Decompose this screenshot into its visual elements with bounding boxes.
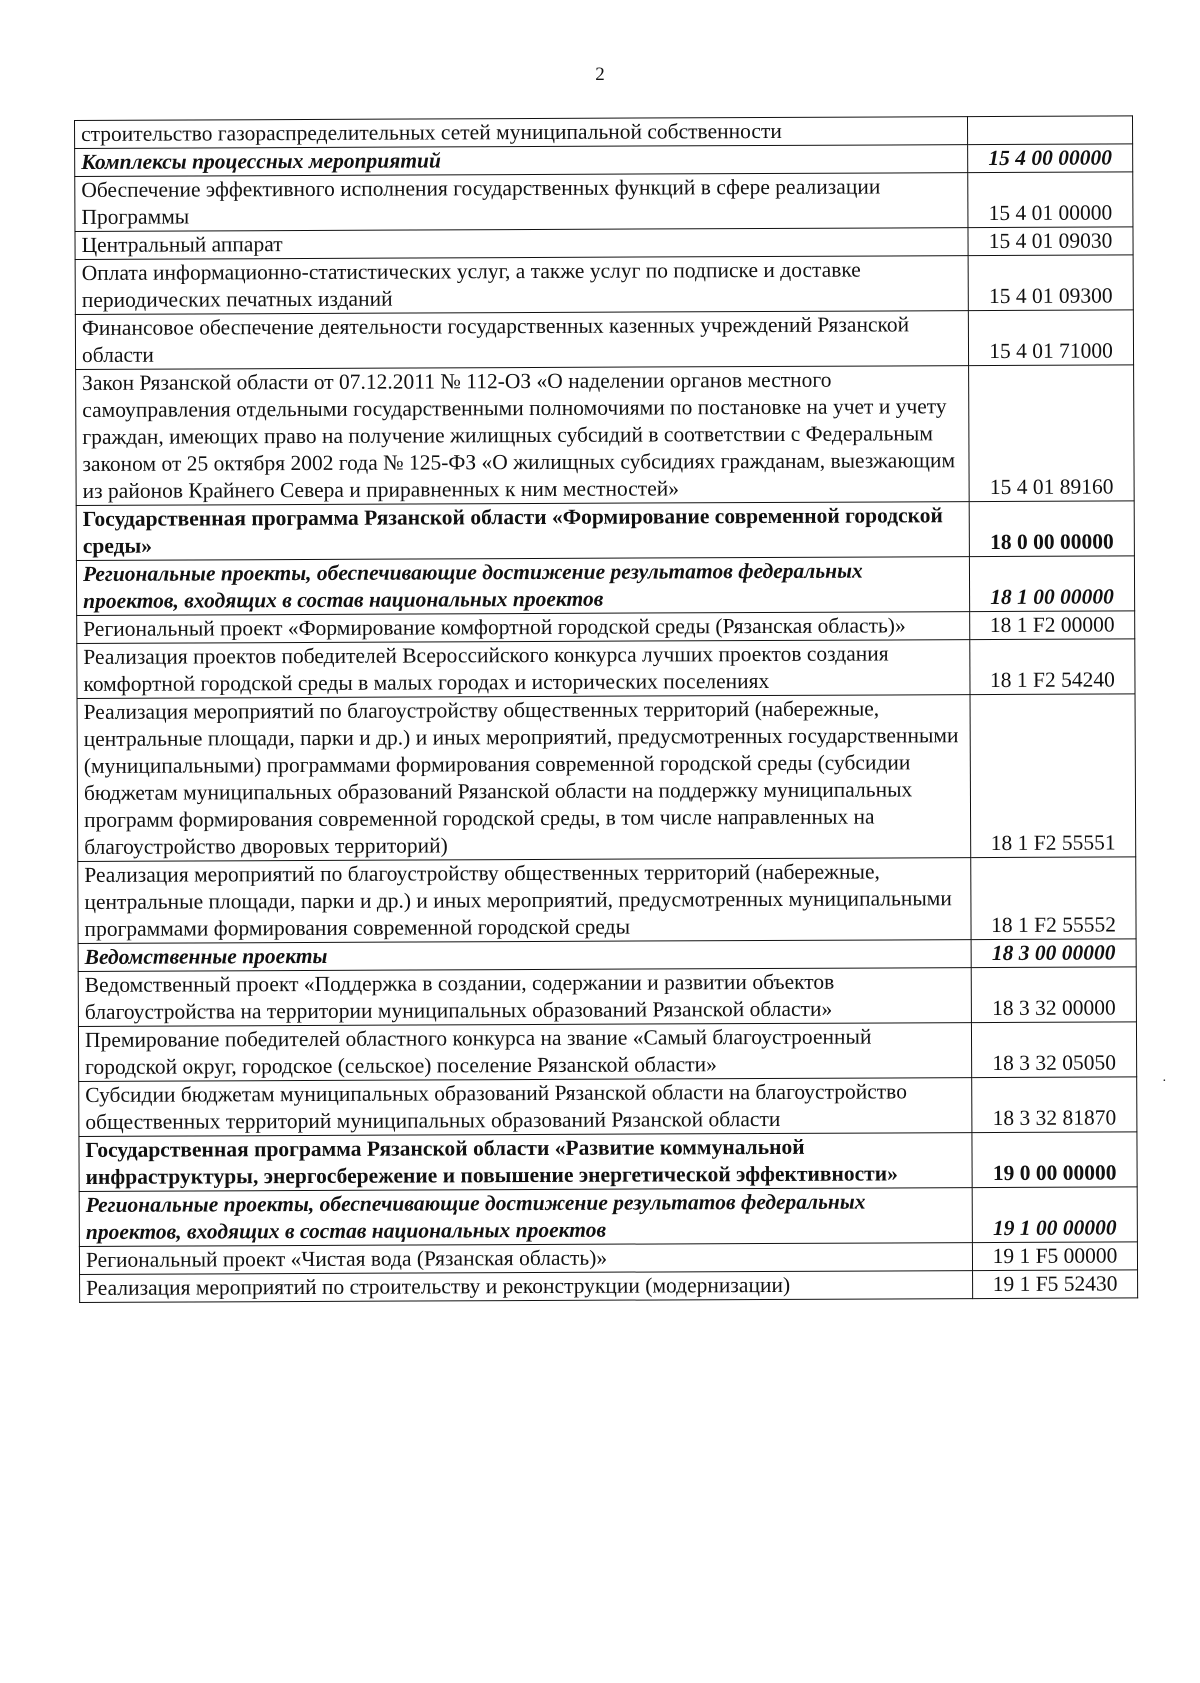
table-row [75,255,1133,315]
page-number: 2 [595,64,605,85]
table-row [76,365,1135,506]
row-code: 18 3 00 00000 [971,939,1136,968]
table-row [79,1077,1137,1137]
row-code [967,116,1132,145]
row-code: 18 1 F2 55552 [971,857,1136,940]
row-name: Оплата информационно-статистических услуг, а также услуг по подписке и доставке периодических печатных изданий [75,256,968,315]
row-code: 19 0 00 00000 [972,1132,1137,1188]
table-row [77,694,1136,862]
row-code: 19 1 00 00000 [972,1187,1137,1243]
row-code: 18 1 F2 54240 [970,639,1135,695]
row-code: 15 4 01 71000 [968,310,1133,366]
row-name: Реализация мероприятий по благоустройству общественных территорий (набережные, центральные площади, парки и др.) и иных мероприятий, предусмотренных муниципальными программами формирования современной городской среды [78,858,971,944]
row-name: Региональный проект «Формирование комфортной городской среды (Рязанская область)» [77,612,970,644]
row-name: Ведомственные проекты [78,940,971,972]
budget-classification-table [74,115,1138,1303]
row-name: строительство газораспределительных сетей муниципальной собственности [75,117,968,149]
row-code: 18 1 F2 55551 [970,694,1136,858]
row-name: Реализация проектов победителей Всероссийского конкурса лучших проектов создания комфортной городской среды в малых городах и исторических поселениях [77,640,970,699]
row-name: Центральный аппарат [75,228,968,260]
table-row [76,501,1134,561]
row-name: Государственная программа Рязанской области «Развитие коммунальной инфраструктуры, энергосбережение и повышение энергетической эффективности» [79,1133,972,1192]
row-code: 18 1 00 00000 [969,556,1134,612]
row-code: 15 4 01 00000 [968,172,1133,228]
row-name: Государственная программа Рязанской области «Формирование современной городской среды» [76,502,969,561]
table-row [75,310,1133,370]
table-row [78,967,1136,1027]
row-name: Реализация мероприятий по благоустройству общественных территорий (набережные, центральные площади, парки и др.) и иных мероприятий, предусмотренных государственными (муниципальными) программами формирования современной городской среды (субсидии бюджетам муниципальных образований Рязанской области на поддержку муниципальных программ формирования современной городской среды, в том числе направленных на благоустройство дворовых территорий) [77,695,971,862]
row-code: 19 1 F5 00000 [972,1242,1137,1271]
table-row [79,1132,1137,1192]
row-code: 18 3 32 00000 [971,967,1136,1023]
row-code: 19 1 F5 52430 [973,1270,1138,1299]
table-row [78,1022,1136,1082]
row-name: Региональные проекты, обеспечивающие достижение результатов федеральных проектов, входящих в состав национальных проектов [76,557,969,616]
table-row [79,1187,1137,1247]
row-name: Реализация мероприятий по строительству и реконструкции (модернизации) [80,1271,973,1303]
row-name: Региональные проекты, обеспечивающие достижение результатов федеральных проектов, входящих в состав национальных проектов [79,1188,972,1247]
table-row [75,172,1133,232]
table-row [80,1270,1138,1303]
table-row [76,556,1134,616]
row-code: 18 3 32 05050 [971,1022,1136,1078]
table-row [77,639,1135,699]
row-name: Премирование победителей областного конкурса на звание «Самый благоустроенный городской округ, городское (сельское) поселение Рязанской области» [78,1023,971,1082]
row-name: Региональный проект «Чистая вода (Рязанская область)» [79,1243,972,1275]
row-name: Субсидии бюджетам муниципальных образований Рязанской области на благоустройство общественных территорий муниципальных образований Рязанской области [79,1078,972,1137]
row-name: Финансовое обеспечение деятельности государственных казенных учреждений Рязанской области [75,311,968,370]
row-code: 18 3 32 81870 [972,1077,1137,1133]
row-name: Обеспечение эффективного исполнения государственных функций в сфере реализации Программы [75,173,968,232]
row-code: 18 0 00 00000 [969,501,1134,557]
row-name: Закон Рязанской области от 07.12.2011 № 112-ОЗ «О наделении органов местного самоуправления отдельными государственными полномочиями по постановке на учет и учету граждан, имеющих право на получение жилищных субсидий в соответствии с Федеральным законом от 25 октября 2002 года № 125-ФЗ «О жилищных субсидиях гражданам, выезжающим из районов Крайнего Севера и приравненных к ним местностей» [76,366,970,506]
scan-artifact-dot: · [1162,1074,1167,1089]
row-code: 15 4 01 09030 [968,227,1133,256]
row-name: Ведомственный проект «Поддержка в создании, содержании и развитии объектов благоустройства на территории муниципальных образований Рязанской области» [78,968,971,1027]
row-code: 15 4 01 09300 [968,255,1133,311]
row-code: 18 1 F2 00000 [970,611,1135,640]
row-code: 15 4 01 89160 [969,365,1135,502]
table-row [78,857,1136,944]
row-name: Комплексы процессных мероприятий [75,145,968,177]
row-code: 15 4 00 00000 [968,144,1133,173]
